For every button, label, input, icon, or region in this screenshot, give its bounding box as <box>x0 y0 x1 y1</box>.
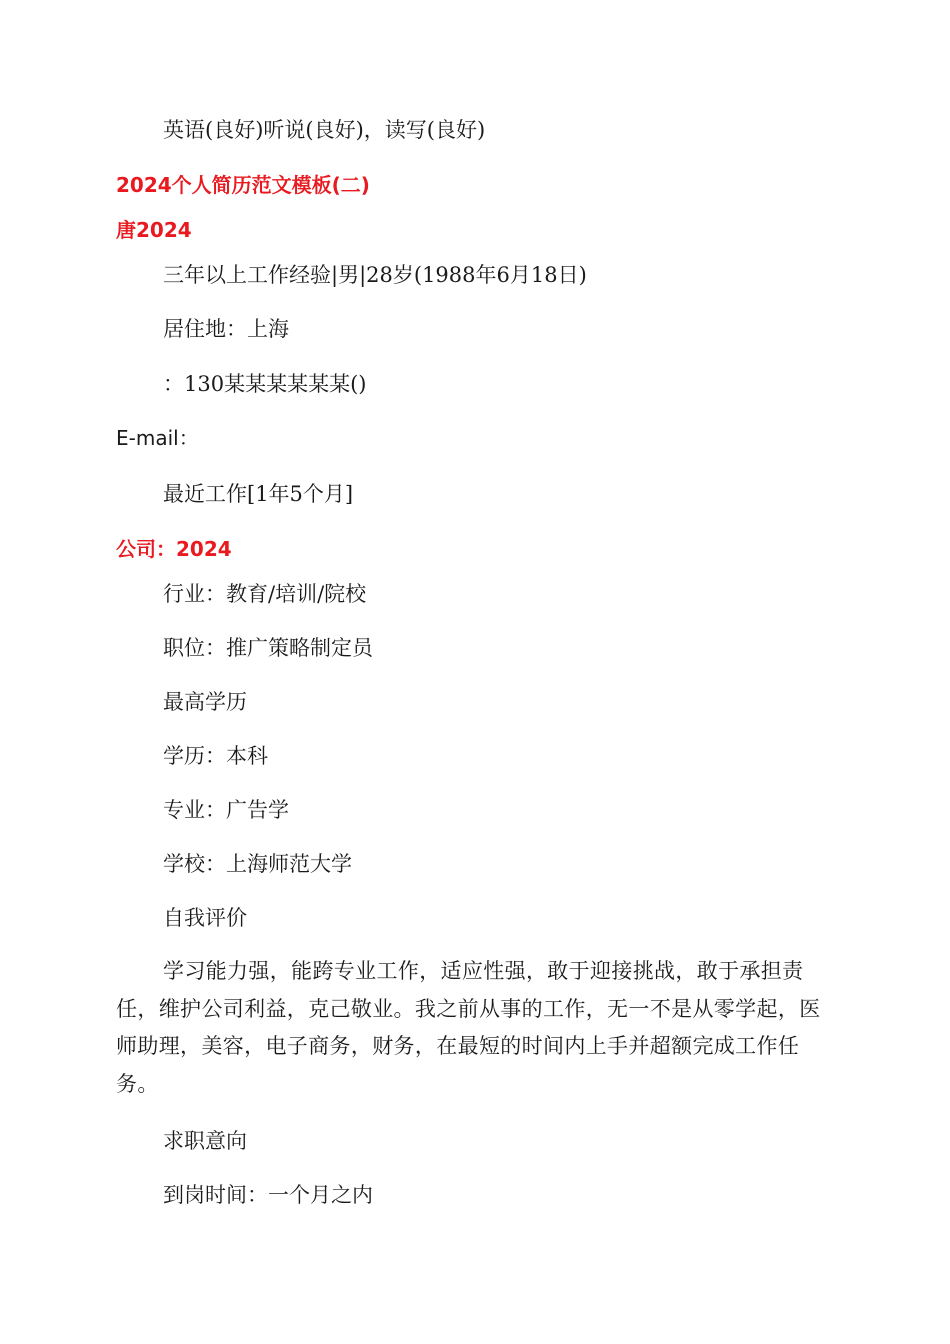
section-title: 2024个人简历范文模板(二) <box>116 173 370 197</box>
summary-line: 三年以上工作经验|男|28岁(1988年6月18日) <box>163 263 587 287</box>
availability-line: 到岗时间：一个月之内 <box>163 1183 373 1207</box>
self-evaluation-paragraph: 学习能力强，能跨专业工作，适应性强，敢于迎接挑战，敢于承担责任，维护公司利益，克己敬业。我之前从事的工作，无一不是从零学起，医师助理，美容，电子商务，财务，在最短的时间内上手并超额完成工作任务。 <box>116 959 821 1096</box>
job-intent-heading: 求职意向 <box>163 1129 247 1153</box>
english-skill-line: 英语(良好)听说(良好)，读写(良好) <box>163 118 486 142</box>
education-heading: 最高学历 <box>163 690 247 714</box>
degree-line: 学历：本科 <box>163 744 268 768</box>
position-line: 职位：推广策略制定员 <box>163 636 373 660</box>
industry-line: 行业：教育/培训/院校 <box>163 582 367 606</box>
email-line: E-mail： <box>116 426 199 450</box>
school-line: 学校：上海师范大学 <box>163 852 352 876</box>
phone-line: ：130某某某某某某() <box>163 372 367 396</box>
major-line: 专业：广告学 <box>163 798 289 822</box>
name-heading: 唐2024 <box>116 218 192 242</box>
company-heading: 公司：2024 <box>116 537 232 561</box>
recent-work-line: 最近工作[1年5个月] <box>163 482 354 506</box>
residence-line: 居住地：上海 <box>163 317 289 341</box>
self-evaluation-heading: 自我评价 <box>163 906 247 930</box>
